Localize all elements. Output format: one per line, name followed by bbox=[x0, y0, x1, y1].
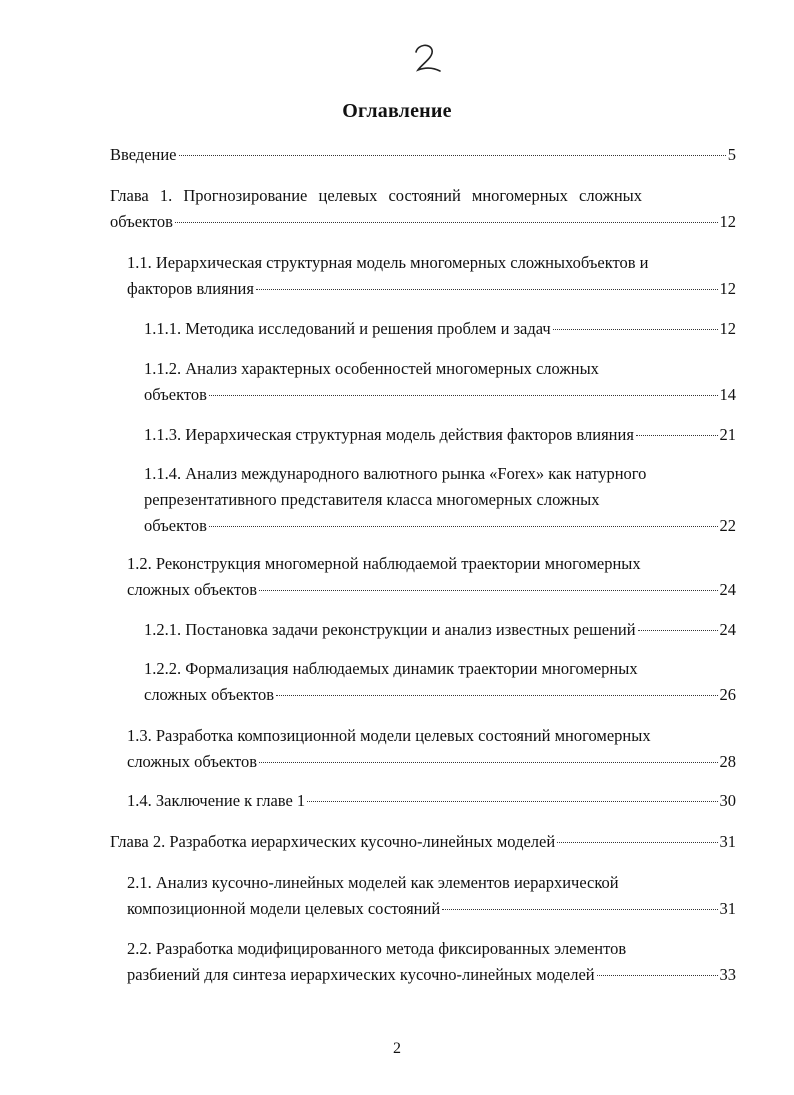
toc-page-number: 12 bbox=[719, 212, 736, 231]
toc-entry-text: 1.1.3. Иерархическая структурная модель действия факторов влияния bbox=[144, 425, 634, 444]
toc-page-number: 24 bbox=[719, 620, 736, 639]
toc-entry-1-1[interactable] bbox=[127, 250, 736, 302]
toc-page-number: 26 bbox=[719, 685, 736, 704]
toc-entry-chapter-2[interactable] bbox=[110, 829, 736, 855]
toc-page-number: 12 bbox=[719, 319, 736, 338]
toc-entry-text: 1.1.1. Методика исследований и решения проблем и задач bbox=[144, 319, 551, 338]
dot-leader bbox=[179, 155, 726, 156]
toc-line: 2.2. Разработка модифицированного метода фиксированных элементов bbox=[127, 939, 627, 958]
toc-line bbox=[127, 896, 736, 922]
toc-entry-1-1-4[interactable] bbox=[144, 461, 736, 539]
toc-page-number: 28 bbox=[719, 752, 736, 771]
toc-entry-1-2-1[interactable] bbox=[144, 617, 736, 643]
toc-entry-2-1[interactable] bbox=[127, 870, 736, 922]
toc-line: 1.1.2. Анализ характерных особенностей многомерных сложных bbox=[144, 359, 599, 378]
dot-leader bbox=[209, 526, 718, 527]
toc-line bbox=[127, 788, 736, 814]
toc-line bbox=[110, 142, 736, 168]
toc-line bbox=[144, 382, 736, 408]
dot-leader bbox=[259, 762, 717, 763]
dot-leader bbox=[209, 395, 718, 396]
dot-leader bbox=[276, 695, 717, 696]
toc-line bbox=[144, 513, 736, 539]
toc-line bbox=[127, 962, 736, 988]
toc-entry-text: сложных объектов bbox=[127, 580, 258, 599]
dot-leader bbox=[557, 842, 717, 843]
toc-entry-1-1-3[interactable] bbox=[144, 422, 736, 448]
toc-entry-text: Введение bbox=[110, 145, 177, 164]
dot-leader bbox=[597, 975, 718, 976]
toc-entry-2-2[interactable] bbox=[127, 936, 736, 988]
toc-page-number: 30 bbox=[719, 791, 736, 810]
toc-entry-1-1-2[interactable] bbox=[144, 356, 736, 408]
dot-leader bbox=[175, 222, 718, 223]
toc-line: 1.2.2. Формализация наблюдаемых динамик траектории многомерных bbox=[144, 659, 638, 678]
toc-page-number: 21 bbox=[719, 425, 736, 444]
toc-line bbox=[110, 829, 736, 855]
toc-page-number: 33 bbox=[719, 965, 736, 984]
toc-entry-1-2-2[interactable] bbox=[144, 656, 736, 708]
toc-line bbox=[127, 749, 736, 775]
toc-entry-1-1-1[interactable] bbox=[144, 316, 736, 342]
dot-leader bbox=[307, 801, 717, 802]
toc-entry-text: 1.2.1. Постановка задачи реконструкции и анализ известных решений bbox=[144, 620, 636, 639]
toc-page-number: 12 bbox=[719, 279, 736, 298]
toc-line bbox=[127, 276, 736, 302]
toc-page-number: 31 bbox=[719, 899, 736, 918]
dot-leader bbox=[442, 909, 717, 910]
dot-leader bbox=[259, 590, 717, 591]
toc-line: 1.1. Иерархическая структурная модель многомерных сложныхобъектов и bbox=[127, 253, 649, 272]
dot-leader bbox=[638, 630, 718, 631]
toc-entry-text: факторов влияния bbox=[127, 279, 254, 298]
toc-line: 2.1. Анализ кусочно-линейных моделей как элементов иерархической bbox=[127, 873, 619, 892]
toc-entry-text: объектов bbox=[144, 516, 207, 535]
toc-page-number: 24 bbox=[719, 580, 736, 599]
dot-leader bbox=[636, 435, 718, 436]
toc-entry-text: 1.4. Заключение к главе 1 bbox=[127, 791, 306, 810]
toc-line bbox=[110, 209, 736, 235]
toc-entry-text: разбиений для синтеза иерархических кусочно-линейных моделей bbox=[127, 965, 595, 984]
toc-entry-text: композиционной модели целевых состояний bbox=[127, 899, 441, 918]
toc-line bbox=[144, 617, 736, 643]
dot-leader bbox=[256, 289, 718, 290]
toc-page-number: 31 bbox=[719, 832, 736, 851]
toc-entry-text: объектов bbox=[110, 212, 173, 231]
toc-entry-text: сложных объектов bbox=[127, 752, 258, 771]
toc-entry-1-2[interactable] bbox=[127, 551, 736, 603]
toc-line bbox=[144, 682, 736, 708]
toc-entry-text: Глава 1. Прогнозирование целевых состояний многомерных сложных bbox=[110, 186, 642, 205]
toc-page-number: 5 bbox=[727, 145, 736, 164]
toc-line bbox=[144, 316, 736, 342]
toc-entry-introduction[interactable] bbox=[110, 142, 736, 168]
toc-line bbox=[110, 183, 736, 209]
toc-page-number: 22 bbox=[719, 516, 736, 535]
toc-entry-text: Глава 2. Разработка иерархических кусочно-линейных моделей bbox=[110, 832, 556, 851]
toc-entry-1-3[interactable] bbox=[127, 723, 736, 775]
toc-line bbox=[144, 422, 736, 448]
page-number: 2 bbox=[393, 1040, 401, 1057]
toc-title: Оглавление bbox=[342, 100, 452, 122]
dot-leader bbox=[553, 329, 718, 330]
toc-line: 1.2. Реконструкция многомерной наблюдаемой траектории многомерных bbox=[127, 554, 641, 573]
toc-entry-chapter-1[interactable] bbox=[110, 183, 736, 235]
toc-line: 1.3. Разработка композиционной модели целевых состояний многомерных bbox=[127, 726, 651, 745]
toc-line bbox=[127, 577, 736, 603]
toc-line: репрезентативного представителя класса многомерных сложных bbox=[144, 490, 600, 509]
toc-entry-text: сложных объектов bbox=[144, 685, 275, 704]
toc-line: 1.1.4. Анализ международного валютного рынка «Forex» как натурного bbox=[144, 464, 647, 483]
toc-entry-text: объектов bbox=[144, 385, 207, 404]
toc-entry-1-4[interactable] bbox=[127, 788, 736, 814]
toc-page-number: 14 bbox=[719, 385, 736, 404]
